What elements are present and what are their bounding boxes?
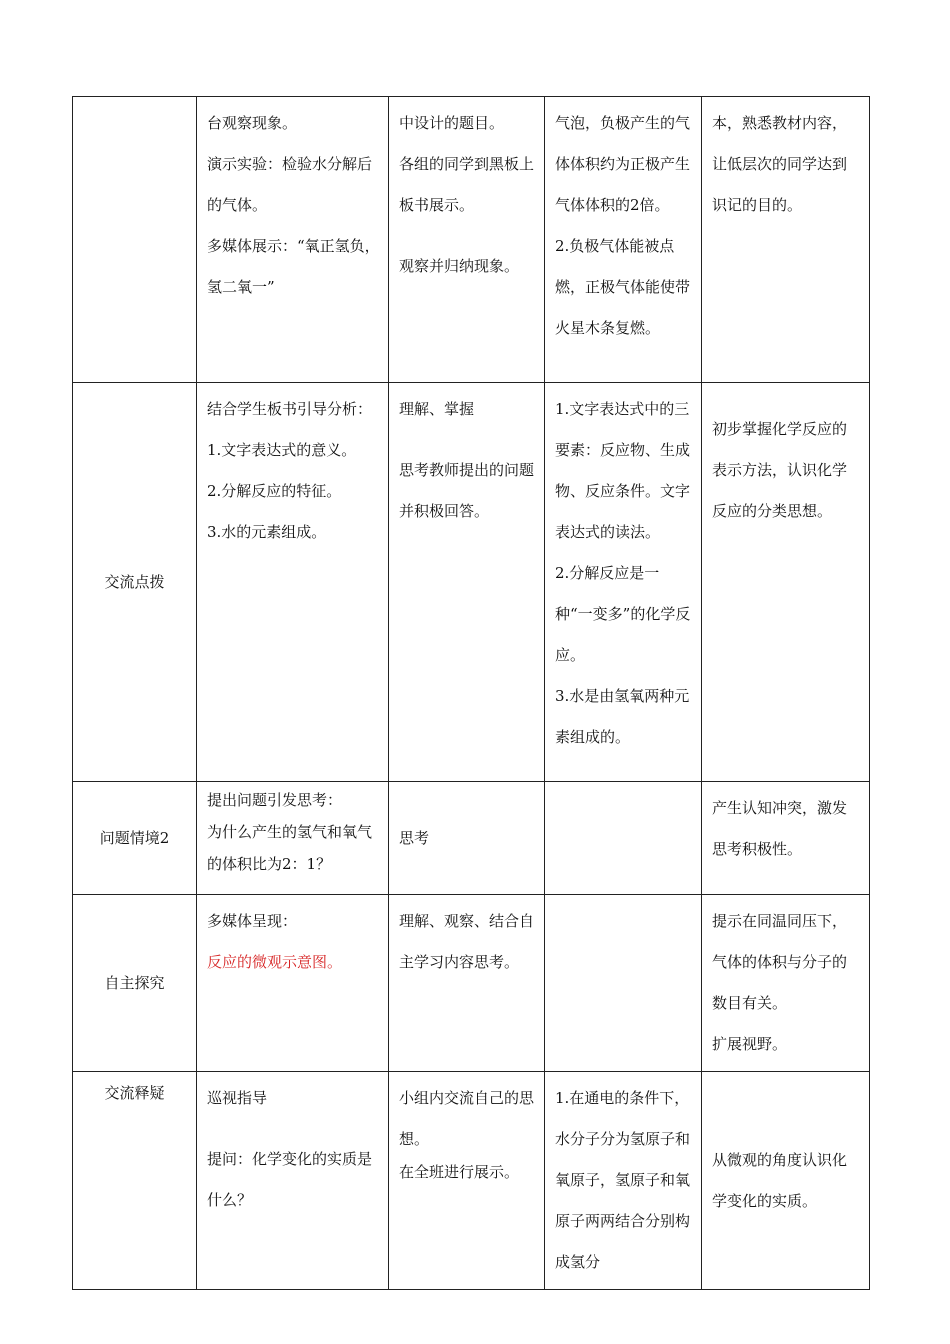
- cell-text: 2.负极气体能被点燃，正极气体能使带火星木条复燃。: [555, 237, 691, 337]
- design-intent-cell: [702, 97, 870, 383]
- cell-text: 初步掌握化学反应的表示方法，认识化学反应的分类思想。: [712, 420, 848, 520]
- key-points-cell: [545, 782, 702, 895]
- table-row: [73, 97, 870, 383]
- design-intent-cell: [702, 782, 870, 895]
- student-activity-cell: [389, 782, 545, 895]
- student-activity-cell: [389, 383, 545, 782]
- highlighted-text: 反应的微观示意图。: [207, 953, 343, 971]
- key-points-cell: [545, 1072, 702, 1290]
- teacher-activity-cell: [197, 383, 389, 782]
- cell-text: 气泡，负极产生的气体体积约为正极产生气体体积的2倍。: [555, 114, 691, 214]
- stage-cell: 自主探究: [73, 895, 197, 1072]
- cell-text: 台观察现象。: [207, 114, 298, 132]
- lesson-plan-table: [72, 96, 870, 1290]
- cell-text: 在全班进行展示。: [399, 1163, 520, 1181]
- table-row: [73, 1072, 870, 1290]
- cell-text: 多媒体呈现：: [207, 912, 298, 930]
- cell-text: 理解、观察、结合自主学习内容思考。: [399, 912, 535, 971]
- cell-text: 从微观的角度认识化学变化的实质。: [712, 1150, 848, 1210]
- cell-text: 结合学生板书引导分析：: [207, 400, 373, 418]
- table-row: [73, 782, 870, 895]
- key-points-cell: [545, 97, 702, 383]
- cell-text: 2.分解反应的特征。: [207, 482, 342, 500]
- student-activity-cell: [389, 97, 545, 383]
- teacher-activity-cell: [197, 97, 389, 383]
- cell-text: 2.分解反应是一种“一变多”的化学反应。: [555, 564, 691, 664]
- cell-text: 提出问题引发思考：: [207, 791, 343, 809]
- table-row: [73, 383, 870, 782]
- cell-text: 巡视指导: [207, 1089, 268, 1107]
- cell-text: 多媒体展示：“氧正氢负，氢二氧一”: [207, 237, 380, 296]
- stage-cell: 交流释疑: [73, 1072, 197, 1290]
- cell-text: 1.在通电的条件下，水分子分为氢原子和氧原子，氢原子和氧原子两两结合分别构成氢分: [555, 1089, 691, 1271]
- cell-text: 1.文字表达式中的三要素：反应物、生成物、反应条件。文字表达式的读法。: [555, 400, 691, 541]
- cell-text: 产生认知冲突，激发思考积极性。: [712, 799, 848, 858]
- table-row: [73, 895, 870, 1072]
- cell-text: 理解、掌握: [399, 400, 475, 418]
- cell-text: 各组的同学到黑板上板书展示。: [399, 155, 535, 214]
- cell-text: 演示实验：检验水分解后的气体。: [207, 155, 373, 214]
- student-activity-cell: [389, 895, 545, 1072]
- cell-text: 提问：化学变化的实质是什么？: [207, 1150, 373, 1209]
- stage-cell: [73, 97, 197, 383]
- teacher-activity-cell: [197, 895, 389, 1072]
- cell-text: 中设计的题目。: [399, 114, 505, 132]
- cell-text: 思考教师提出的问题并积极回答。: [399, 461, 535, 520]
- cell-text: 扩展视野。: [712, 1035, 788, 1053]
- cell-text: 3.水的元素组成。: [207, 523, 327, 541]
- teacher-activity-cell: [197, 1072, 389, 1290]
- student-activity-cell: [389, 1072, 545, 1290]
- design-intent-cell: [702, 1072, 870, 1290]
- design-intent-cell: [702, 895, 870, 1072]
- design-intent-cell: [702, 383, 870, 782]
- key-points-cell: [545, 895, 702, 1072]
- cell-text: 本，熟悉教材内容，让低层次的同学达到识记的目的。: [712, 114, 848, 214]
- cell-text: 提示在同温同压下，气体的体积与分子的数目有关。: [712, 912, 848, 1012]
- cell-text: 3.水是由氢氧两种元素组成的。: [555, 687, 690, 746]
- cell-text: 为什么产生的氢气和氧气的体积比为2：1？: [207, 823, 373, 873]
- cell-text: 观察并归纳现象。: [399, 257, 520, 275]
- cell-text: 思考: [399, 828, 430, 847]
- cell-text: 1.文字表达式的意义。: [207, 441, 357, 459]
- stage-cell: 交流点拨: [73, 383, 197, 782]
- key-points-cell: [545, 383, 702, 782]
- stage-cell: 问题情境2: [73, 782, 197, 895]
- cell-text: 小组内交流自己的思想。: [399, 1089, 535, 1148]
- teacher-activity-cell: [197, 782, 389, 895]
